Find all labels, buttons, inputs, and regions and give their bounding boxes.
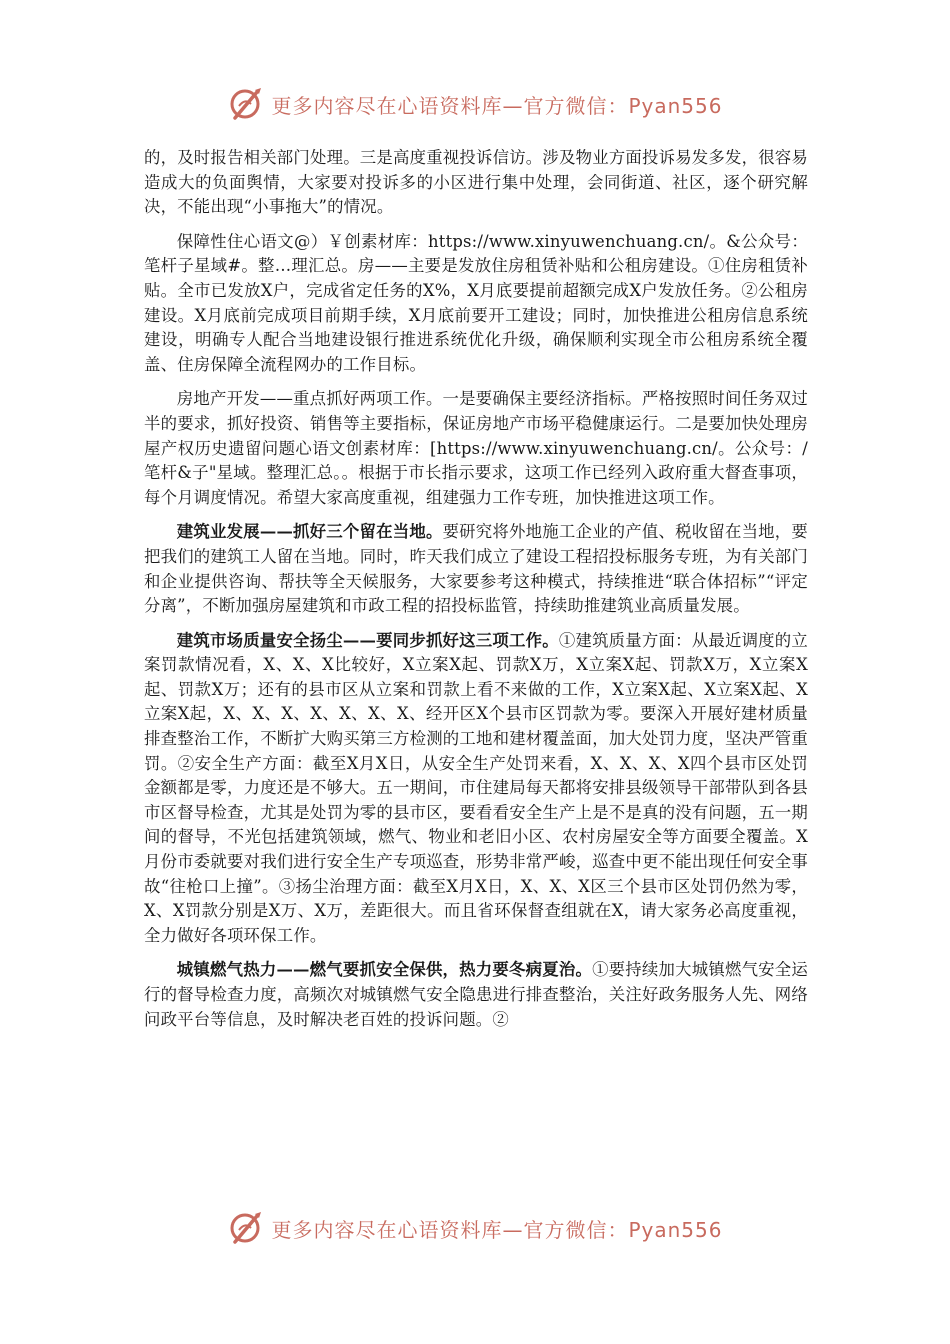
paragraph-6-lead: 城镇燃气热力——燃气要抓安全保供，热力要冬病夏治。: [176, 960, 593, 980]
paragraph-1-text: 的，及时报告相关部门处理。三是高度重视投诉信访。涉及物业方面投诉易发多发，很容易造成大的负面舆情，大家要对投诉多的小区进行集中处理，会同街道、社区，逐个研究解决，不能出现“小事拖大”的情况。: [144, 148, 808, 217]
paragraph-3: [144, 387, 808, 510]
header-banner-text: 更多内容尽在心语资料库—官方微信：Pyan556: [271, 93, 723, 118]
paragraph-5-lead: 建筑市场质量安全扬尘——要同步抓好这三项工作。: [176, 630, 559, 650]
footer-banner: [0, 1208, 950, 1248]
paragraph-5: [144, 629, 808, 949]
paragraph-6-text: ①要持续加大城镇燃气安全运行的督导检查力度，高频次对城镇燃气安全隐患进行排查整治，关注好政务服务人先、网络问政平台等信息，及时解决老百姓的投诉问题。②: [144, 960, 808, 1029]
paragraph-5-text: ①建筑质量方面：从最近调度的立案罚款情况看，X、X、X比较好，X立案X起、罚款X万，X立案X起、罚款X万，X立案X起、罚款X万；还有的县市区从立案和罚款上看不来做的工作，X立案X起、X立案X起、X立案X起，X、X、X、X、X、X、X、经开区X个县市区罚款为零。要深入开展好建材质量排查整治工作，不断扩大购买第三方检测的工地和建材覆盖面，加大处罚力度，坚决严管重罚。②安全生产方面：截至X月X日，从安全生产处罚来看，X、X、X、X四个县市区处罚金额都是零，力度还是不够大。五一期间，市住建局每天都将安排县级领导干部带队到各县市区督导检查，尤其是处罚为零的县市区，要看看安全生产上是不是真的没有问题，五一期间的督导，不光包括建筑领域，燃气、物业和老旧小区、农村房屋安全等方面要全覆盖。X月份市委就要对我们进行安全生产专项巡查，形势非常严峻，巡查中更不能出现任何安全事故“往枪口上撞”。③扬尘治理方面：截至X月X日，X、X、X区三个县市区处罚仍然为零，X、X罚款分别是X万、X万，差距很大。而且省环保督查组就在X，请大家务必高度重视，全力做好各项环保工作。: [144, 630, 808, 945]
footer-banner-text: 更多内容尽在心语资料库—官方微信：Pyan556: [271, 1217, 723, 1242]
paragraph-4: [144, 520, 808, 618]
paragraph-4-lead: 建筑业发展——抓好三个留在当地。: [176, 522, 443, 542]
paragraph-2: [144, 230, 808, 378]
pen-logo-icon: [227, 1208, 267, 1248]
pen-logo-icon: [227, 84, 267, 124]
paragraph-2-text: 保障性住心语文@）￥创素材库：https://www.xinyuwenchuang.cn/。&公众号：笔杆子星域#。整…理汇总。房——主要是发放住房租赁补贴和公租房建设。①住房租赁补贴。全市已发放X户，完成省定任务的X%，X月底要提前超额完成X户发放任务。②公租房建设。X月底前完成项目前期手续，X月底前要开工建设；同时，加快推进公租房信息系统建设，明确专人配合当地建设银行推进系统优化升级，确保顺利实现全市公租房系统全覆盖、住房保障全流程网办的工作目标。: [144, 231, 808, 374]
paragraph-1: [144, 146, 808, 220]
paragraph-6: [144, 958, 808, 1032]
paragraph-4-text: 要研究将外地施工企业的产值、税收留在当地，要把我们的建筑工人留在当地。同时，昨天我们成立了建设工程招投标服务专班，为有关部门和企业提供咨询、帮扶等全天候服务，大家要参考这种模式，持续推进“联合体招标”“评定分离”，不断加强房屋建筑和市政工程的招投标监管，持续助推建筑业高质量发展。: [144, 522, 808, 616]
document-body: [144, 146, 808, 1042]
paragraph-3-text: 房地产开发——重点抓好两项工作。一是要确保主要经济指标。严格按照时间任务双过半的要求，抓好投资、销售等主要指标，保证房地产市场平稳健康运行。二是要加快处理房屋产权历史遗留问题心语文创素材库：[https://www.xinyuwenchuang.cn/。公众号：/笔杆&子"星域。整理汇总。。根据于市长指示要求，这项工作已经列入政府重大督查事项，每个月调度情况。希望大家高度重视，组建强力工作专班，加快推进这项工作。: [144, 389, 808, 507]
header-banner: [0, 84, 950, 124]
